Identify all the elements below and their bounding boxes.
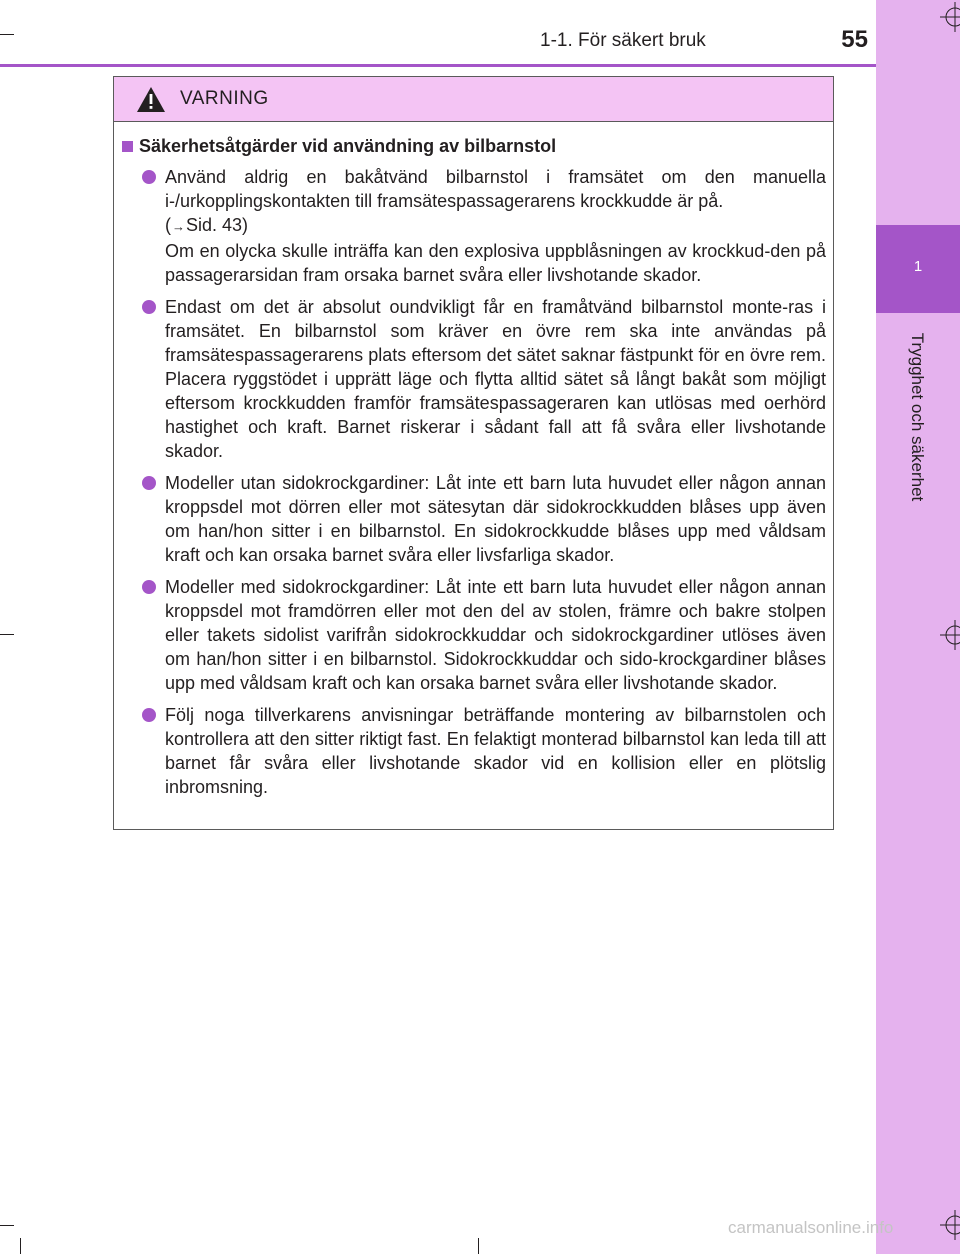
reference-open-paren: ( [165, 215, 171, 235]
registration-mark-icon [940, 620, 960, 650]
bullet-icon [142, 300, 156, 314]
bullet-icon [142, 580, 156, 594]
registration-mark-icon [940, 1210, 960, 1240]
bullet-icon [142, 170, 156, 184]
warning-header [114, 77, 833, 122]
warning-body [114, 122, 833, 799]
crop-mark [20, 1238, 21, 1254]
crop-mark [0, 34, 14, 35]
page-number: 55 [841, 26, 868, 53]
list-item [122, 703, 826, 799]
square-bullet-icon [122, 141, 133, 152]
list-item [122, 471, 826, 567]
page-reference [165, 213, 826, 239]
warning-title: VARNING [180, 88, 269, 109]
warning-section-title: Säkerhetsåtgärder vid användning av bilbarnstol [139, 136, 557, 156]
list-item-paragraph: Använd aldrig en bakåtvänd bilbarnstol i framsätet om den manuella i-/urkopplingskontakten till framsätespassagerarens krockkudde är på. [165, 167, 826, 211]
chapter-label: Trygghet och säkerhet [908, 332, 927, 502]
crop-mark [478, 1238, 479, 1254]
warning-triangle-icon [136, 86, 166, 113]
arrow-right-icon: → [172, 219, 185, 234]
list-item-text: Följ noga tillverkarens anvisningar beträffande montering av bilbarnstolen och kontrollera att den sitter riktigt fast. En felaktigt monterad bilbarnstol kan leda till att barnet får svåra eller livshotande skador vid en kollision eller en plötslig inbromsning. [165, 705, 826, 797]
warning-box [113, 76, 834, 830]
bullet-icon [142, 476, 156, 490]
list-item-text: Endast om det är absolut oundvikligt får en framåtvänd bilbarnstol monte-ras i framsätet. En bilbarnstol som kräver en övre rem ska inte användas på framsätespassagerarens plats eftersom det sätet saknar fästpunkt för en övre rem. Placera ryggstödet i upprätt läge och flytta alltid sätet så långt bakåt som möjligt eftersom krockkudden framför framsätespassageraren kan utlösas med oerhörd hastighet och kraft. Barnet riskerar i sådant fall att få svåra eller livshotande skador. [165, 297, 826, 461]
watermark: carmanualsonline.info [728, 1218, 894, 1237]
chapter-number: 1 [913, 258, 923, 275]
warning-section-heading [122, 136, 826, 157]
list-item-text: Modeller med sidokrockgardiner: Låt inte ett barn luta huvudet eller någon annan kroppsdel mot framdörren eller mot den del av stolen, främre och bakre stolpen eller takets sidolist varifrån sidokrockkuddar och sidokrockgardiner utlöses även om han/hon sitter i en bilbarnstol. Sidokrockkuddar och sido-krockgardiner blåses upp med våldsam kraft och kan orsaka barnet svåra eller livshotande skador. [165, 577, 826, 693]
crop-mark [0, 1225, 14, 1226]
header-rule [0, 64, 876, 67]
crop-mark [0, 634, 14, 635]
list-item-paragraph: Om en olycka skulle inträffa kan den explosiva uppblåsningen av krockkud-den på passagerarsidan fram orsaka barnet svåra eller livshotande skador. [165, 241, 826, 285]
reference-link[interactable]: Sid. 43) [186, 215, 249, 235]
list-item-text: Modeller utan sidokrockgardiner: Låt inte ett barn luta huvudet eller någon annan kroppsdel mot dörren eller mot sätesytan där sidokrockkudden blåses upp även om han/hon sitter i en bilbarnstol. En sidokrockkudde blåses upp med våldsam kraft och kan orsaka barnet svåra eller livsfarliga skador. [165, 473, 826, 565]
registration-mark-icon [940, 2, 960, 32]
bullet-icon [142, 708, 156, 722]
list-item-text [165, 165, 826, 287]
section-title: 1-1. För säkert bruk [540, 30, 706, 51]
list-item [122, 295, 826, 463]
list-item [122, 575, 826, 695]
list-item [122, 165, 826, 287]
